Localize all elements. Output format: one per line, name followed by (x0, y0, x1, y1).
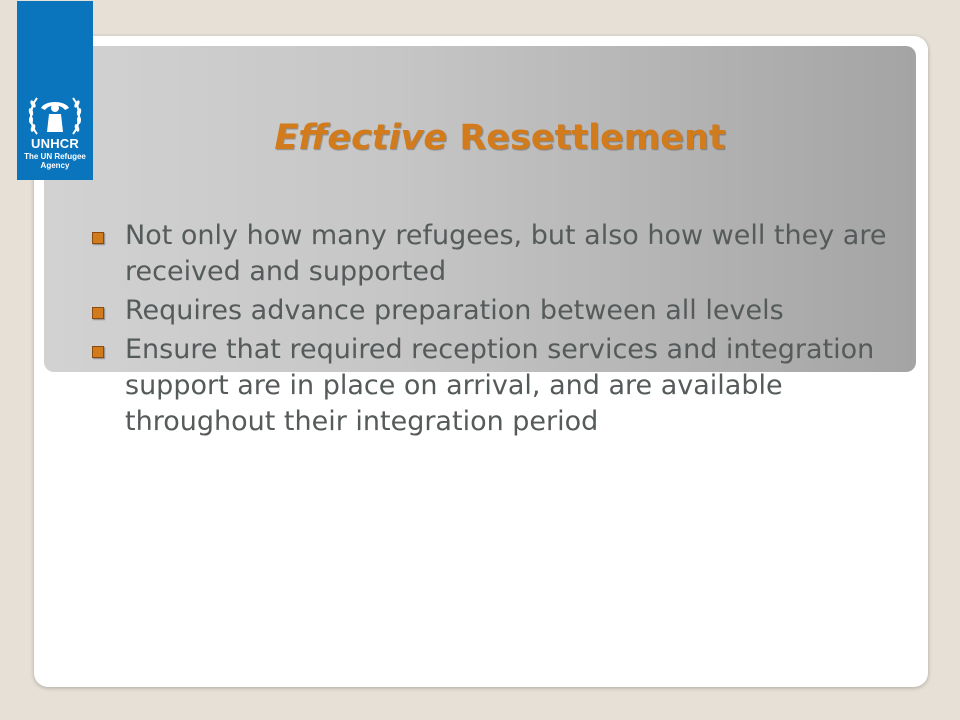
unhcr-emblem-icon (27, 94, 83, 138)
bullet-item (92, 293, 892, 329)
slide-title (200, 118, 800, 158)
title-rest: Resettlement (459, 118, 726, 158)
logo-wordmark: UNHCR (31, 136, 79, 151)
bullet-list (92, 218, 892, 443)
title-italic-part: Effective (274, 118, 448, 158)
bullet-text: Not only how many refugees, but also how well they are received and supported (125, 220, 887, 287)
bullet-text: Requires advance preparation between all levels (125, 295, 784, 326)
bullet-item (92, 218, 892, 290)
bullet-item (92, 332, 892, 440)
square-bullet-icon (92, 307, 104, 319)
unhcr-logo (17, 1, 93, 180)
logo-tagline: The UN Refugee Agency (24, 152, 86, 170)
bullet-text: Ensure that required reception services and integration support are in place on arrival, and are available throughout their integration period (125, 334, 875, 437)
square-bullet-icon (92, 346, 104, 358)
square-bullet-icon (92, 232, 104, 244)
